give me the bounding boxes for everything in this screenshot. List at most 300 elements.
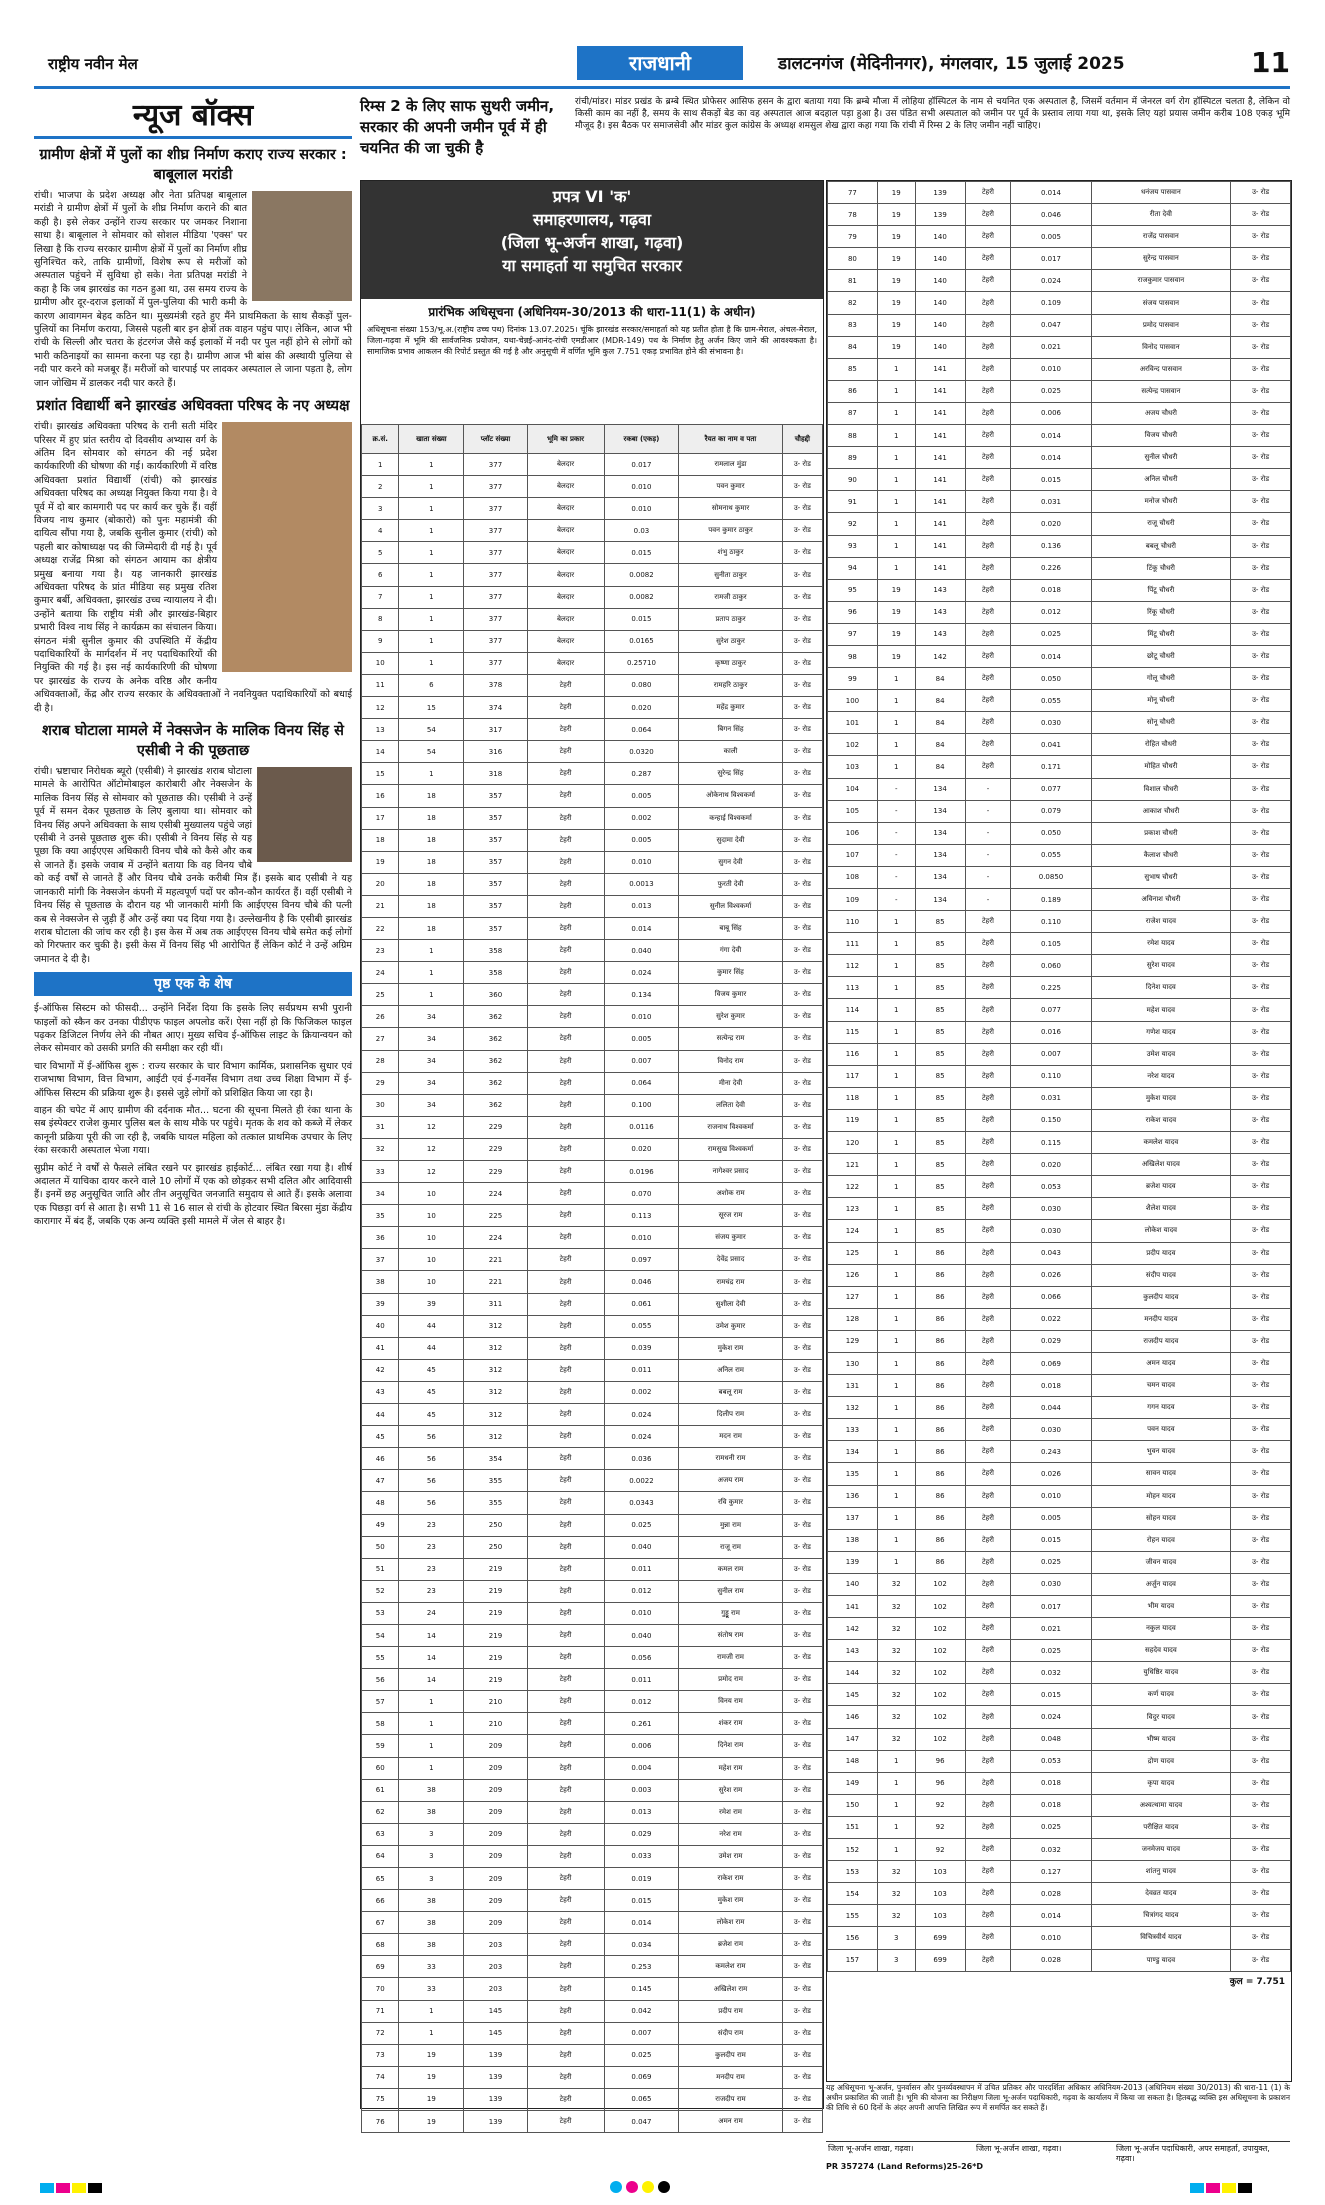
table-cell: सुरेश यादव [1091,955,1231,977]
table-cell: 113 [828,977,878,999]
table-cell: उ- रोड [782,1868,822,1890]
table-cell: टेहरी [527,1161,604,1183]
table-cell: 143 [915,579,965,601]
table-header-cell: क्र.सं. [362,425,399,454]
table-cell: सुनील विश्वकर्मा [679,895,782,917]
table-cell: देवेंद्र प्रसाद [679,1249,782,1271]
table-cell: उ- रोड [782,962,822,984]
table-cell: रामचंद्र राम [679,1271,782,1293]
table-row [828,1176,1291,1198]
table-cell: रीता देवी [1091,204,1231,226]
table-row [362,1337,823,1359]
table-cell: 84 [915,712,965,734]
table-cell: 73 [362,2044,399,2066]
table-cell: उ- रोड [1231,623,1291,645]
table-cell: 0.028 [1011,1883,1091,1905]
table-cell: परीक्षित यादव [1091,1816,1231,1838]
table-cell: टेहरी [527,719,604,741]
table-cell: उ- रोड [1231,1198,1291,1220]
table-cell: टेहरी [965,933,1011,955]
table-cell: 229 [464,1116,527,1138]
table-cell: सुगन देवी [679,851,782,873]
table-cell: 0.024 [1011,270,1091,292]
table-cell: 224 [464,1183,527,1205]
table-row [828,734,1291,756]
table-row [362,719,823,741]
table-row [828,1109,1291,1131]
table-cell: टेहरी [965,1684,1011,1706]
table-cell: सुनीता ठाकुर [679,564,782,586]
table-cell: उ- रोड [1231,999,1291,1021]
table-row [362,1271,823,1293]
table-cell: 1 [399,2000,464,2022]
table-row [362,1912,823,1934]
table-cell: उ- रोड [1231,712,1291,734]
table-cell: 1 [877,1087,915,1109]
table-cell: 127 [828,1286,878,1308]
table-cell: 362 [464,1072,527,1094]
table-cell: अजय राम [679,1470,782,1492]
table-cell: 219 [464,1669,527,1691]
table-cell: 141 [915,491,965,513]
table-cell: 1 [877,535,915,557]
table-cell: संदीप यादव [1091,1264,1231,1286]
table-row [828,1242,1291,1264]
table-cell: उ- रोड [1231,292,1291,314]
table-cell: प्रदीप यादव [1091,1242,1231,1264]
table-cell: 26 [362,1006,399,1028]
table-cell: टेहरी [965,1154,1011,1176]
table-cell: 131 [828,1375,878,1397]
table-cell: 0.079 [1011,800,1091,822]
table-cell: 86 [915,1507,965,1529]
table-cell: 105 [828,800,878,822]
table-cell: 0.030 [1011,1573,1091,1595]
table-cell: 45 [399,1404,464,1426]
table-cell: 0.034 [604,1934,679,1956]
table-cell: 1 [877,690,915,712]
table-cell: 0.030 [1011,1419,1091,1441]
table-cell: 85 [915,911,965,933]
table-cell: 37 [362,1249,399,1271]
table-cell: संदीप राम [679,2022,782,2044]
table-cell: टेहरी [965,1883,1011,1905]
table-cell: राजेश यादव [1091,911,1231,933]
table-cell: टेहरी [965,1706,1011,1728]
table-cell: 86 [915,1264,965,1286]
table-cell: सुनील चौधरी [1091,447,1231,469]
table-cell: 30 [362,1094,399,1116]
table-cell: सावन यादव [1091,1463,1231,1485]
table-cell: उ- रोड [1231,778,1291,800]
table-cell: 0.030 [1011,1220,1091,1242]
table-cell: सहदेव यादव [1091,1640,1231,1662]
table-cell: 377 [464,586,527,608]
table-cell: 134 [915,844,965,866]
table-cell: 85 [915,1154,965,1176]
table-cell: टेहरी [965,1772,1011,1794]
table-cell: 0.048 [1011,1728,1091,1750]
table-cell: शैलेश यादव [1091,1198,1231,1220]
table-cell: उ- रोड [782,1669,822,1691]
table-row [828,601,1291,623]
table-cell: 377 [464,454,527,476]
table-row [362,1381,823,1403]
table-cell: उ- रोड [782,1359,822,1381]
table-cell: 1 [877,1220,915,1242]
table-cell: कमलेश राम [679,1956,782,1978]
table-row [362,807,823,829]
table-row [828,1529,1291,1551]
table-row [362,1536,823,1558]
table-cell: 0.0116 [604,1116,679,1138]
land-notice-left [360,180,824,2126]
table-cell: 142 [915,645,965,667]
table-cell: रवि कुमार [679,1492,782,1514]
table-cell: 34 [399,1006,464,1028]
table-cell: 95 [828,579,878,601]
table-cell: टेहरी [965,579,1011,601]
table-cell: 0.018 [1011,1375,1091,1397]
table-cell: 84 [915,734,965,756]
table-cell: राजू चौधरी [1091,513,1231,535]
table-cell: सत्येन्द्र पासवान [1091,380,1231,402]
table-cell: उ- रोड [1231,248,1291,270]
table-cell: 0.012 [604,1580,679,1602]
table-cell: लोकेश राम [679,1912,782,1934]
table-cell: 125 [828,1242,878,1264]
table-cell: टेहरी [965,1750,1011,1772]
table-cell: दिनेश यादव [1091,977,1231,999]
table-cell: 102 [915,1618,965,1640]
table-cell: 23 [399,1580,464,1602]
table-row [362,1624,823,1646]
table-cell: उ- रोड [1231,226,1291,248]
table-cell: 1 [877,1463,915,1485]
table-cell: उ- रोड [1231,1861,1291,1883]
table-cell: 1 [877,712,915,734]
table-cell: उ- रोड [782,1006,822,1028]
table-cell: 106 [828,822,878,844]
table-cell: 85 [828,358,878,380]
table-cell: 18 [399,807,464,829]
table-cell: 98 [828,645,878,667]
table-cell: अनिल चौधरी [1091,469,1231,491]
notice-authority: या समाहर्ता या समुचित सरकार [502,256,682,275]
table-cell: 0.005 [1011,226,1091,248]
table-cell: 75 [362,2088,399,2110]
table-cell: 33 [399,1978,464,2000]
table-cell: उ- रोड [1231,1043,1291,1065]
table-cell: उ- रोड [1231,1728,1291,1750]
table-cell: 126 [828,1264,878,1286]
table-cell: टेहरी [965,182,1011,204]
table-cell: टेहरी [965,270,1011,292]
table-cell: टेहरी [965,1529,1011,1551]
table-cell: ब्रजेश राम [679,1934,782,1956]
table-cell: उ- रोड [1231,402,1291,424]
table-row [362,829,823,851]
table-cell: 40 [362,1315,399,1337]
table-cell: 0.134 [604,984,679,1006]
table-cell: 25 [362,984,399,1006]
table-cell: 102 [915,1728,965,1750]
table-cell: टेहरी [527,940,604,962]
table-row [828,1949,1291,1971]
table-cell: कृपा यादव [1091,1772,1231,1794]
table-cell: उ- रोड [1231,1419,1291,1441]
table-cell: उ- रोड [1231,1640,1291,1662]
page-number: 11 [1251,46,1290,79]
table-cell: 85 [915,1109,965,1131]
table-cell: उ- रोड [782,940,822,962]
table-cell: - [965,889,1011,911]
table-row [828,1794,1291,1816]
table-cell: 70 [362,1978,399,2000]
table-cell: प्रताप ठाकुर [679,608,782,630]
table-cell: 0.064 [604,719,679,741]
table-cell: 157 [828,1949,878,1971]
table-row [828,1507,1291,1529]
table-cell: 137 [828,1507,878,1529]
table-cell: 0.005 [604,1028,679,1050]
table-cell: 0.0022 [604,1470,679,1492]
table-cell: 209 [464,1735,527,1757]
table-cell: बेलदार [527,454,604,476]
table-cell: काली [679,741,782,763]
table-cell: 80 [828,248,878,270]
header-rule [34,86,1290,89]
table-cell: टेहरी [965,1618,1011,1640]
table-row [362,1138,823,1160]
table-cell: 146 [828,1706,878,1728]
table-cell: अरविन्द पासवान [1091,358,1231,380]
table-cell: 0.014 [1011,447,1091,469]
table-row [828,358,1291,380]
table-cell: 56 [399,1470,464,1492]
table-cell: 139 [464,2088,527,2110]
table-cell: 0.016 [1011,1021,1091,1043]
table-row [362,2022,823,2044]
table-row [362,962,823,984]
table-cell: उ- रोड [1231,314,1291,336]
table-cell: टेहरी [527,1558,604,1580]
table-cell: उमेश कुमार [679,1315,782,1337]
table-cell: रामहरि ठाकुर [679,674,782,696]
table-cell: 1 [877,1551,915,1573]
table-row [828,1816,1291,1838]
table-cell: सुरेन्द्र सिंह [679,763,782,785]
table-row [828,933,1291,955]
table-cell: टेहरी [965,1794,1011,1816]
table-cell: उ- रोड [1231,1308,1291,1330]
photo-advocate [222,422,352,672]
table-cell: 86 [915,1551,965,1573]
table-cell: 150 [828,1794,878,1816]
table-cell: 48 [362,1492,399,1514]
table-row [828,1728,1291,1750]
table-cell: 1 [399,1757,464,1779]
table-row [362,1890,823,1912]
table-cell: 14 [399,1647,464,1669]
table-cell: 10 [399,1183,464,1205]
table-cell: धनंजय पासवान [1091,182,1231,204]
table-row [828,1772,1291,1794]
table-cell: 38 [399,1890,464,1912]
table-cell: सुरेश कुमार [679,1006,782,1028]
table-cell: - [965,866,1011,888]
table-cell: उ- रोड [1231,1220,1291,1242]
table-cell: टेहरी [965,1861,1011,1883]
table-cell: 0.017 [1011,1596,1091,1618]
table-cell: 72 [362,2022,399,2044]
table-cell: 32 [877,1706,915,1728]
story-body [34,420,352,715]
table-cell: 22 [362,917,399,939]
table-cell: - [965,844,1011,866]
table-cell: 0.047 [1011,314,1091,336]
table-cell: 96 [915,1772,965,1794]
table-cell: टेहरी [965,1132,1011,1154]
table-cell: 92 [828,513,878,535]
table-cell: 24 [362,962,399,984]
table-header-cell: रैयत का नाम व पता [679,425,782,454]
section-tag: राजधानी [577,46,743,80]
table-cell: सुभाष चौधरी [1091,866,1231,888]
table-cell: उ- रोड [1231,1109,1291,1131]
table-cell: 19 [877,645,915,667]
table-cell: 0.012 [604,1691,679,1713]
table-cell: टेहरी [527,1315,604,1337]
table-cell: 1 [877,1154,915,1176]
table-cell: 3 [877,1949,915,1971]
table-cell: उ- रोड [1231,425,1291,447]
table-cell: उ- रोड [782,1713,822,1735]
table-cell: 0.003 [604,1779,679,1801]
table-cell: 362 [464,1094,527,1116]
table-cell: 86 [828,380,878,402]
table-cell: उ- रोड [782,1426,822,1448]
table-cell: 0.0343 [604,1492,679,1514]
table-cell: 1 [877,402,915,424]
table-row [362,1359,823,1381]
table-cell: टेहरी [965,1551,1011,1573]
table-cell: टेहरी [965,911,1011,933]
table-cell: उ- रोड [1231,756,1291,778]
land-schedule-table [827,181,1291,1972]
table-cell: 85 [915,1021,965,1043]
table-cell: 109 [828,889,878,911]
table-cell: विजय चौधरी [1091,425,1231,447]
table-cell: 1 [877,1043,915,1065]
table-cell: 0.005 [604,785,679,807]
table-cell: अनिल राम [679,1359,782,1381]
table-cell: उ- रोड [1231,1750,1291,1772]
table-cell: टेहरी [527,1669,604,1691]
table-cell: - [877,778,915,800]
table-cell: 16 [362,785,399,807]
table-row [828,314,1291,336]
table-cell: टेहरी [965,734,1011,756]
registration-marks-center [610,2178,674,2190]
table-cell: 0.025 [1011,1640,1091,1662]
table-row [362,1801,823,1823]
table-cell: उ- रोड [1231,601,1291,623]
table-cell: 108 [828,866,878,888]
table-cell: 1 [399,454,464,476]
table-cell: 34 [399,1072,464,1094]
table-cell: अविनाश चौधरी [1091,889,1231,911]
table-cell: 103 [915,1861,965,1883]
table-cell: 59 [362,1735,399,1757]
table-row [828,1286,1291,1308]
table-cell: उ- रोड [1231,1927,1291,1949]
table-cell: 3 [399,1823,464,1845]
table-cell: 0.053 [1011,1750,1091,1772]
table-cell: 0.100 [604,1094,679,1116]
table-row [828,1198,1291,1220]
table-cell: 96 [915,1750,965,1772]
table-cell: 85 [915,1198,965,1220]
table-row [362,630,823,652]
table-row [828,1596,1291,1618]
table-cell: टेहरी [965,1640,1011,1662]
table-cell: 1 [877,1330,915,1352]
table-cell: बबलू राम [679,1381,782,1403]
table-cell: 86 [915,1419,965,1441]
dateline: डालटनगंज (मेदिनीनगर), मंगलवार, 15 जुलाई 2025 [778,54,1125,74]
rims-headline: रिम्स 2 के लिए साफ सुथरी जमीन, सरकार की अपनी जमीन पूर्व में ही चयनित की जा चुकी है [360,97,555,157]
table-cell: - [877,866,915,888]
table-cell: 1 [877,1485,915,1507]
table-row [828,248,1291,270]
table-cell: महेंद्र कुमार [679,697,782,719]
table-cell: टेहरी [965,1065,1011,1087]
table-cell: 219 [464,1558,527,1580]
table-cell: उ- रोड [782,564,822,586]
table-cell: टेहरी [965,601,1011,623]
table-cell: 69 [362,1956,399,1978]
table-cell: 209 [464,1801,527,1823]
table-row [828,1264,1291,1286]
table-row [362,785,823,807]
table-cell: 92 [915,1839,965,1861]
table-cell: उ- रोड [1231,822,1291,844]
table-row [828,1463,1291,1485]
table-row [828,579,1291,601]
table-cell: 1 [399,586,464,608]
table-cell: 143 [828,1640,878,1662]
table-cell: 374 [464,697,527,719]
table-cell: 84 [915,668,965,690]
table-cell: 0.25710 [604,652,679,674]
table-cell: टेहरी [527,1956,604,1978]
table-cell: उ- रोड [782,1558,822,1580]
table-cell: उ- रोड [1231,1330,1291,1352]
table-cell: आकाश चौधरी [1091,800,1231,822]
table-cell: 23 [362,940,399,962]
table-cell: टेहरी [527,763,604,785]
table-cell: 1 [399,564,464,586]
table-row [828,1485,1291,1507]
table-cell: 133 [828,1419,878,1441]
table-cell: 102 [915,1706,965,1728]
table-cell: 130 [828,1352,878,1374]
table-cell: अमन राम [679,2111,782,2133]
table-cell: 1 [877,1242,915,1264]
table-cell: 0.243 [1011,1441,1091,1463]
table-cell: टेहरी [965,1264,1011,1286]
